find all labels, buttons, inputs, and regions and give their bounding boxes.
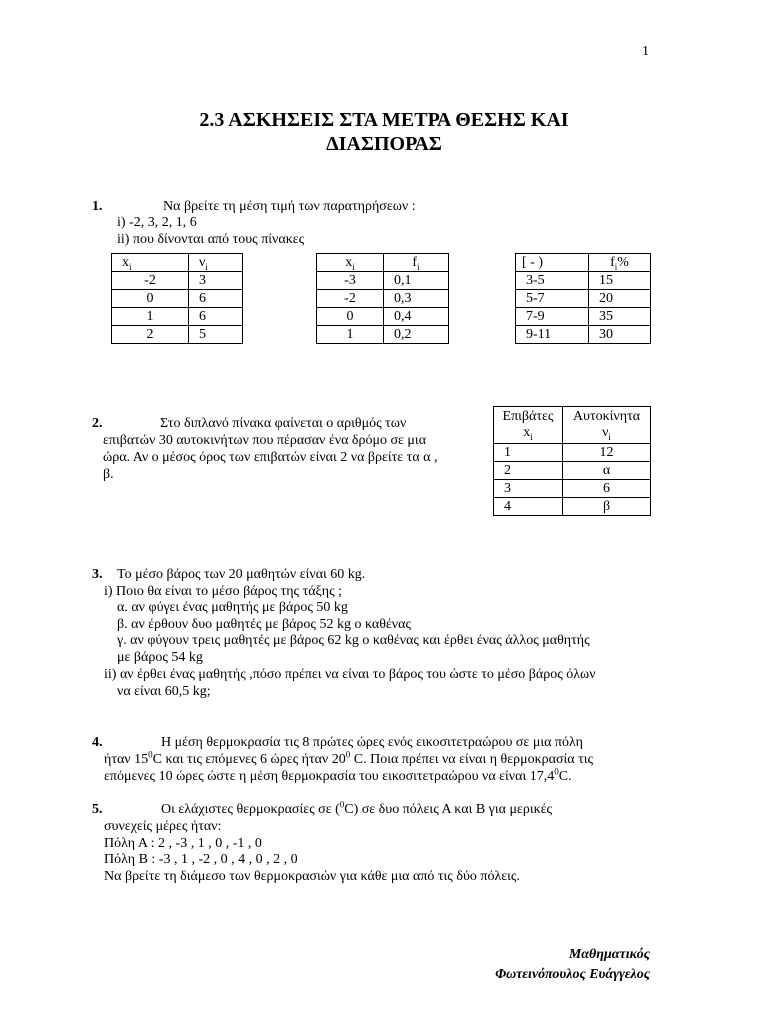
table-row — [112, 272, 243, 290]
table-cell: 1 — [112, 308, 189, 326]
table-cell: 7-9 — [516, 308, 589, 326]
exercise-4-line: επόμενες 10 ώρες ώστε η μέση θερμοκρασία του εικοσιτετραώρου να είναι 17,4$^0$C. — [104, 766, 572, 784]
exercise-2-table — [493, 406, 651, 516]
exercise-3-line: α. αν φύγει ένας μαθητής με βάρος 50 kg — [117, 600, 348, 615]
table-cell: 1 — [317, 326, 384, 344]
exercise-3-line: Το μέσο βάρος των 20 μαθητών είναι 60 kg. — [117, 567, 366, 582]
table-row — [516, 290, 651, 308]
table-cell: 0,4 — [384, 308, 449, 326]
exercise-5-number: 5. — [92, 802, 103, 817]
table-header-row — [112, 254, 243, 272]
table-header-row — [494, 407, 651, 444]
table-row — [494, 462, 651, 480]
exercise-1-part-i: i) -2, 3, 2, 1, 6 — [117, 215, 197, 230]
table-cell: 12 — [563, 444, 651, 462]
table-cell: -2 — [317, 290, 384, 308]
exercise-1-table-1 — [111, 253, 243, 344]
exercise-5-line: Να βρείτε τη διάμεσο των θερμοκρασιών για κάθε μια από τις δύο πόλεις. — [104, 869, 520, 884]
page-number: 1 — [642, 44, 649, 59]
table-row — [516, 326, 651, 344]
table-cell: 2 — [112, 326, 189, 344]
table-row — [112, 326, 243, 344]
exercise-3-line: γ. αν φύγουν τρεις μαθητές με βάρος 62 kg ο καθένας και έρθει ένας άλλος μαθητής — [117, 633, 590, 648]
author-title: Μαθηματικός — [568, 947, 650, 962]
table-cell: 20 — [589, 290, 651, 308]
exercise-3-line: β. αν έρθουν δυο μαθητές με βάρος 52 kg ο καθένας — [117, 617, 411, 632]
table-cell: 0,1 — [384, 272, 449, 290]
table-header-cell: $x_i$ — [317, 254, 384, 272]
table-cell: 0,3 — [384, 290, 449, 308]
table-cell: α — [563, 462, 651, 480]
table-header-cell: [ - ) — [516, 254, 589, 272]
table-header-row — [317, 254, 449, 272]
exercise-2-line: β. — [103, 467, 114, 482]
exercise-4-line: Η μέση θερμοκρασία τις 8 πρώτες ώρες ενός εικοσιτετραώρου σε μια πόλη — [161, 735, 583, 750]
table-cell: 0,2 — [384, 326, 449, 344]
table-row — [494, 498, 651, 516]
table-header-cell: $\nu_i$ — [189, 254, 243, 272]
document-title-line2: ΔΙΑΣΠΟΡΑΣ — [326, 133, 442, 155]
table-cell: 0 — [112, 290, 189, 308]
exercise-1-table-3 — [515, 253, 651, 344]
table-row — [317, 290, 449, 308]
table-cell: -3 — [317, 272, 384, 290]
exercise-5-line: Πόλη Α : 2 , -3 , 1 , 0 , -1 , 0 — [104, 836, 262, 851]
table-cell: 35 — [589, 308, 651, 326]
table-cell: 6 — [189, 290, 243, 308]
table-cell: 5-7 — [516, 290, 589, 308]
table-header-cell: $f_i\%$ — [589, 254, 651, 272]
exercise-2-line: Στο διπλανό πίνακα φαίνεται ο αριθμός των — [160, 416, 407, 431]
exercise-3-line: ii) αν έρθει ένας μαθητής ,πόσο πρέπει να είναι το βάρος του ώστε το μέσο βάρος όλων — [104, 667, 596, 682]
exercise-5-line: συνεχείς μέρες ήταν: — [104, 819, 222, 834]
table-cell: 30 — [589, 326, 651, 344]
table-cell: 3 — [189, 272, 243, 290]
table-cell: 2 — [494, 462, 563, 480]
table-row — [317, 272, 449, 290]
table-cell: 1 — [494, 444, 563, 462]
table-cell: 6 — [189, 308, 243, 326]
table-cell: 9-11 — [516, 326, 589, 344]
exercise-5-line: Οι ελάχιστες θερμοκρασίες σε ($^0$C) σε δυο πόλεις Α και Β για μερικές — [161, 799, 553, 817]
table-header-cell: Αυτοκίνητα $\nu_i$ — [563, 407, 651, 444]
exercise-1-prompt: Να βρείτε τη μέση τιμή των παρατηρήσεων : — [163, 199, 416, 214]
table-row — [494, 444, 651, 462]
table-cell: 3 — [494, 480, 563, 498]
exercise-3-line: i) Ποιο θα είναι το μέσο βάρος της τάξης ; — [104, 584, 343, 599]
table-row — [516, 308, 651, 326]
exercise-3-line: με βάρος 54 kg — [117, 650, 203, 665]
table-header-cell: $x_i$ — [112, 254, 189, 272]
author-name: Φωτεινόπουλος Ευάγγελος — [495, 967, 650, 982]
table-row — [516, 272, 651, 290]
table-cell: 6 — [563, 480, 651, 498]
exercise-5-line: Πόλη Β : -3 , 1 , -2 , 0 , 4 , 0 , 2 , 0 — [104, 852, 298, 867]
table-row — [317, 308, 449, 326]
exercise-1-part-ii: ii) που δίνονται από τους πίνακες — [117, 232, 305, 247]
table-header-cell: $f_i$ — [384, 254, 449, 272]
table-header-row — [516, 254, 651, 272]
exercise-4-line: ήταν $15^0C$ και τις επόμενες 6 ώρες ήταν $20^0$ C. Ποια πρέπει να είναι η θερμοκρασία τις — [104, 749, 594, 767]
table-row — [494, 480, 651, 498]
document-title-line1: 2.3 ΑΣΚΗΣΕΙΣ ΣΤΑ ΜΕΤΡΑ ΘΕΣΗΣ ΚΑΙ — [199, 109, 569, 131]
table-cell: 4 — [494, 498, 563, 516]
exercise-2-line: ώρα. Αν ο μέσος όρος των επιβατών είναι 2 να βρείτε τα α , — [103, 450, 438, 465]
table-cell: 0 — [317, 308, 384, 326]
exercise-1-table-2 — [316, 253, 449, 344]
table-cell: -2 — [112, 272, 189, 290]
table-row — [112, 308, 243, 326]
exercise-1-number: 1. — [92, 199, 103, 214]
table-cell: 3-5 — [516, 272, 589, 290]
table-header-cell: Επιβάτες $x_i$ — [494, 407, 563, 444]
table-cell: 15 — [589, 272, 651, 290]
table-row — [112, 290, 243, 308]
exercise-2-line: επιβατών 30 αυτοκινήτων που πέρασαν ένα δρόμο σε μια — [103, 433, 427, 448]
exercise-2-number: 2. — [92, 416, 103, 431]
table-row — [317, 326, 449, 344]
table-cell: β — [563, 498, 651, 516]
table-cell: 5 — [189, 326, 243, 344]
exercise-4-number: 4. — [92, 735, 103, 750]
exercise-3-line: να είναι 60,5 kg; — [117, 684, 211, 699]
exercise-3-number: 3. — [92, 567, 103, 582]
